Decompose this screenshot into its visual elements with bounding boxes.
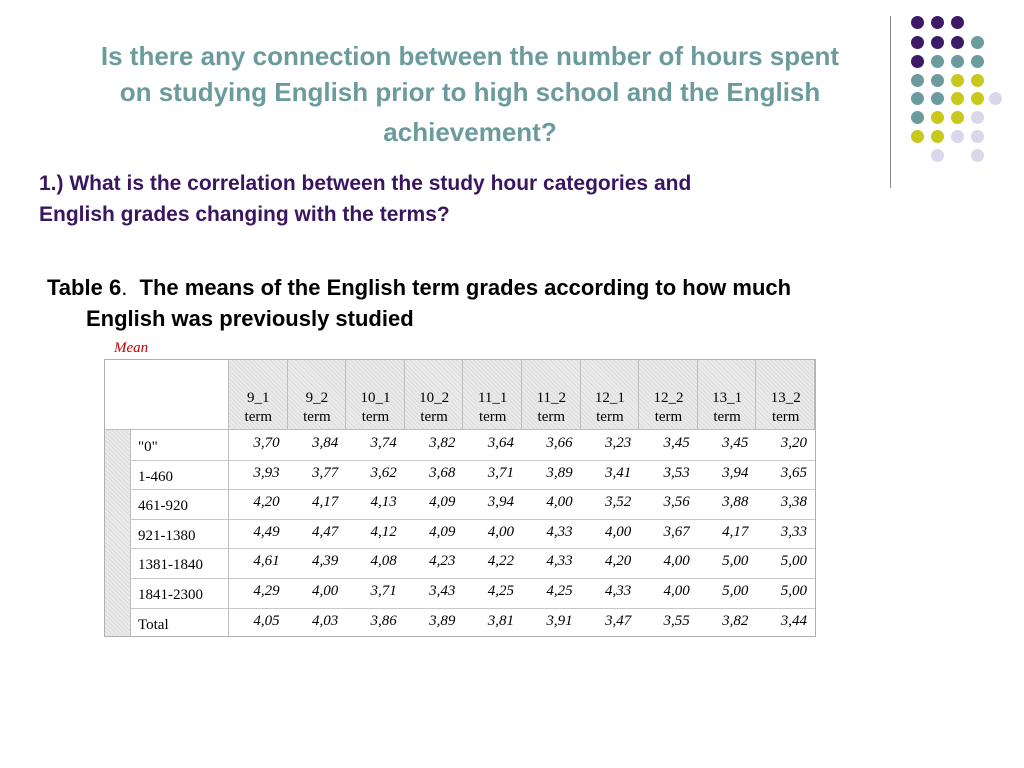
table-cell: 5,00 xyxy=(780,583,807,599)
table-cell: 5,00 xyxy=(722,583,749,599)
column-header-term-word: term xyxy=(713,409,741,425)
table-cell: 3,53 xyxy=(663,464,690,481)
column-header-term-word: term xyxy=(361,409,390,425)
table-cell: 3,52 xyxy=(604,494,632,511)
table-cell: 4,00 xyxy=(663,583,690,599)
column-header xyxy=(405,389,464,427)
table-cell: 3,45 xyxy=(722,435,749,451)
decorative-dot xyxy=(971,55,984,68)
table-cell: 3,64 xyxy=(487,435,514,451)
column-header xyxy=(522,389,581,427)
table-cell: 3,77 xyxy=(311,464,339,481)
table-cell: 3,20 xyxy=(780,435,807,451)
decorative-dot xyxy=(911,92,924,105)
table-cell: 4,49 xyxy=(253,523,280,540)
column-header xyxy=(756,389,815,427)
table-cell: 4,33 xyxy=(546,553,573,570)
table-cell: 3,89 xyxy=(429,612,456,629)
row-label: Total xyxy=(138,616,169,633)
table-cell: 3,56 xyxy=(663,494,690,511)
column-header-term-id: 11_1 xyxy=(477,390,508,406)
column-header xyxy=(346,389,405,427)
row-label: 921-1380 xyxy=(138,527,196,544)
decorative-divider xyxy=(890,16,891,188)
caption-punct: . xyxy=(121,275,128,300)
decorative-dot xyxy=(911,111,924,124)
column-header-term-word: term xyxy=(244,409,273,425)
decorative-dot xyxy=(951,111,964,124)
decorative-dot xyxy=(931,111,944,124)
table-cell: 3,23 xyxy=(604,435,632,451)
table-cell: 3,68 xyxy=(429,464,456,481)
row-label: 1-460 xyxy=(138,468,173,485)
table-cell: 3,38 xyxy=(780,494,807,511)
row-divider xyxy=(130,489,815,490)
column-header-term-id: 9_1 xyxy=(247,390,270,406)
column-header xyxy=(463,389,522,427)
decorative-dot xyxy=(951,74,964,87)
table-cell: 4,25 xyxy=(487,583,514,599)
column-header xyxy=(229,389,288,427)
table-cell: 3,71 xyxy=(370,583,397,599)
table-cell: 4,39 xyxy=(311,553,339,570)
column-header xyxy=(698,389,757,427)
column-header-term-word: term xyxy=(771,409,800,425)
table-caption xyxy=(47,272,947,334)
stat-label: Mean xyxy=(114,340,149,356)
title-line-2: on studying English prior to high school and the English xyxy=(119,77,821,107)
row-label: 1841-2300 xyxy=(138,587,203,603)
table-cell: 3,94 xyxy=(487,494,514,511)
table-cell: 3,84 xyxy=(311,435,339,451)
table-cell: 3,45 xyxy=(663,435,690,451)
column-header-term-word: term xyxy=(654,409,683,425)
table-cell: 4,17 xyxy=(722,523,749,540)
column-header-term-id: 12_1 xyxy=(594,390,625,406)
table-cell: 4,13 xyxy=(370,494,397,511)
table-cell: 3,86 xyxy=(370,612,397,629)
caption-label: Table 6 xyxy=(47,275,122,300)
column-header xyxy=(639,389,698,427)
decorative-dot xyxy=(911,55,924,68)
table-cell: 3,55 xyxy=(663,612,690,629)
row-label: "0" xyxy=(138,439,158,455)
table-cell: 4,09 xyxy=(429,523,456,540)
table-cell: 4,00 xyxy=(546,494,573,511)
table-cell: 4,47 xyxy=(311,523,339,540)
table-cell: 4,33 xyxy=(604,583,632,599)
decorative-dot xyxy=(971,92,984,105)
decorative-dot xyxy=(911,36,924,49)
decorative-dot xyxy=(971,74,984,87)
decorative-dot xyxy=(971,130,984,143)
column-header-term-id: 10_2 xyxy=(419,390,450,406)
column-header-term-id: 10_1 xyxy=(360,390,391,406)
table-cell: 4,00 xyxy=(604,523,632,540)
data-column-border xyxy=(228,430,229,636)
column-header-term-word: term xyxy=(478,409,507,425)
label-column-border xyxy=(130,430,131,636)
decorative-dot xyxy=(931,92,944,105)
table-cell: 3,89 xyxy=(546,464,573,481)
row-divider xyxy=(130,519,815,520)
table-cell: 3,43 xyxy=(429,583,456,599)
column-header xyxy=(288,389,347,427)
column-header-term-word: term xyxy=(537,409,566,425)
table-cell: 4,20 xyxy=(253,494,280,511)
row-divider xyxy=(130,608,815,609)
table-cell: 4,23 xyxy=(429,553,456,570)
table-cell: 4,20 xyxy=(604,553,632,570)
decorative-dot xyxy=(911,130,924,143)
table-cell: 4,00 xyxy=(311,583,339,599)
table-cell: 3,91 xyxy=(546,612,573,629)
table-cell: 4,00 xyxy=(487,523,514,540)
decorative-dot xyxy=(931,55,944,68)
question-line-1: 1.) What is the correlation between the study hour categories and xyxy=(39,172,692,195)
table-cell: 3,82 xyxy=(429,435,456,451)
row-header-shade xyxy=(105,430,130,636)
column-header xyxy=(581,389,640,427)
table-cell: 3,88 xyxy=(722,494,749,511)
column-header-term-id: 13_1 xyxy=(712,390,743,406)
caption-rest: The means of the English term grades according to how much xyxy=(127,275,792,300)
title-line-1: Is there any connection between the number of hours spent xyxy=(100,41,840,71)
table-cell: 3,47 xyxy=(604,612,632,629)
decorative-dot xyxy=(931,130,944,143)
decorative-dot xyxy=(911,74,924,87)
row-divider xyxy=(130,460,815,461)
table-cell: 3,82 xyxy=(722,612,749,629)
column-header-term-word: term xyxy=(596,409,624,425)
decorative-dot xyxy=(951,92,964,105)
column-header-term-id: 13_2 xyxy=(770,390,801,406)
decorative-dot xyxy=(971,149,984,162)
table-cell: 3,70 xyxy=(253,435,280,451)
decorative-dot xyxy=(911,16,924,29)
column-header-term-id: 11_2 xyxy=(536,390,567,406)
table-cell: 3,33 xyxy=(780,523,807,540)
table-cell: 3,81 xyxy=(487,612,514,629)
decorative-dot xyxy=(931,74,944,87)
row-label: 1381-1840 xyxy=(138,557,203,574)
decorative-dot xyxy=(931,16,944,29)
slide-title xyxy=(40,38,900,150)
table-cell: 4,08 xyxy=(370,553,397,570)
table-cell: 4,25 xyxy=(546,583,573,599)
table-cell: 3,65 xyxy=(780,464,807,481)
table-cell: 4,29 xyxy=(253,583,280,599)
decorative-dot xyxy=(951,36,964,49)
table-cell: 3,71 xyxy=(487,464,514,481)
column-header-term-id: 12_2 xyxy=(653,390,684,406)
table-cell: 3,44 xyxy=(780,612,807,629)
table-cell: 4,05 xyxy=(253,612,280,629)
table-cell: 3,67 xyxy=(663,523,690,540)
table-cell: 4,00 xyxy=(663,553,690,570)
decorative-dot xyxy=(989,92,1002,105)
table-cell: 3,74 xyxy=(370,435,397,451)
decorative-dot xyxy=(951,55,964,68)
table-cell: 4,17 xyxy=(311,494,339,511)
table-cell: 4,03 xyxy=(311,612,339,629)
table-cell: 4,61 xyxy=(253,553,280,570)
decorative-dot xyxy=(931,149,944,162)
table-cell: 3,62 xyxy=(370,464,397,481)
header-bottom-rule xyxy=(105,429,815,430)
table-cell: 4,12 xyxy=(370,523,397,540)
decorative-dot xyxy=(971,111,984,124)
table-cell: 3,41 xyxy=(604,464,632,481)
table-cell: 4,33 xyxy=(546,523,573,540)
caption-line-2: English was previously studied xyxy=(86,306,414,331)
table-cell: 4,09 xyxy=(429,494,456,511)
table-cell: 3,93 xyxy=(253,464,280,481)
row-divider xyxy=(130,578,815,579)
title-line-3: achievement? xyxy=(383,117,557,147)
decorative-dot xyxy=(951,130,964,143)
table-cell: 3,94 xyxy=(722,464,749,481)
row-divider xyxy=(130,548,815,549)
row-label: 461-920 xyxy=(138,498,188,515)
column-header-term-word: term xyxy=(420,409,448,425)
decorative-dot xyxy=(931,36,944,49)
table-cell: 3,66 xyxy=(546,435,573,451)
column-header-term-id: 9_2 xyxy=(305,390,329,406)
table-cell: 5,00 xyxy=(780,553,807,570)
question-line-2: English grades changing with the terms? xyxy=(39,203,450,226)
table-cell: 4,22 xyxy=(487,553,514,570)
research-question xyxy=(39,168,869,230)
table-cell: 5,00 xyxy=(722,553,749,570)
decorative-dot xyxy=(951,16,964,29)
column-header-term-word: term xyxy=(303,409,331,425)
decorative-dot xyxy=(971,36,984,49)
